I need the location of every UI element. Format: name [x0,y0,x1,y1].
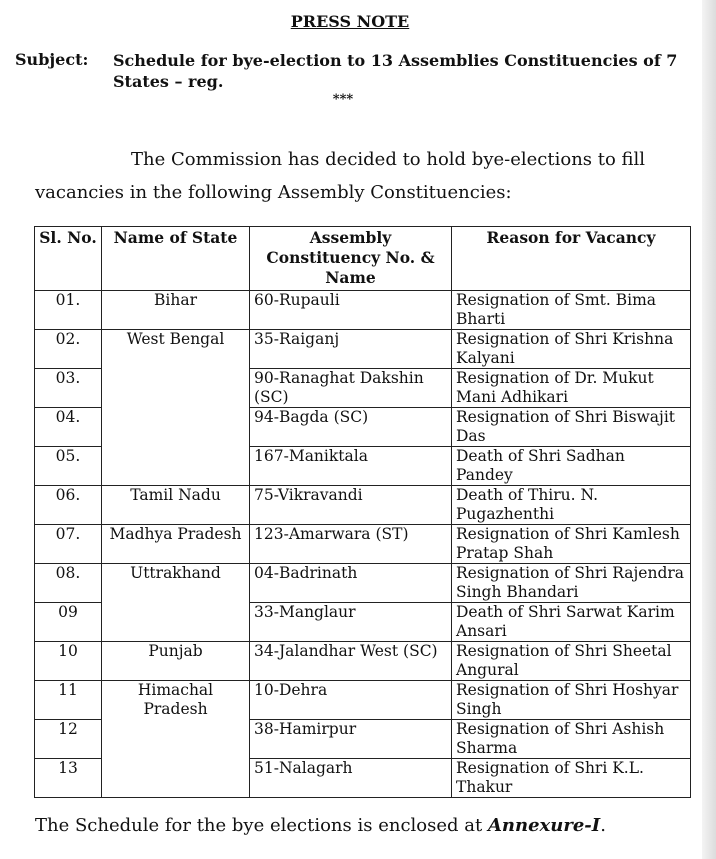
cell-sl: 10 [35,642,102,681]
subject-label: Subject: [15,50,89,69]
cell-reason: Resignation of Shri Kamlesh Pratap Shah [452,525,691,564]
cell-state: Punjab [102,642,250,681]
cell-sl: 13 [35,759,102,798]
table-row [35,291,691,330]
cell-sl: 09 [35,603,102,642]
page-edge-shadow [702,0,716,859]
table-row [35,681,691,720]
cell-state: Himachal Pradesh [102,681,250,798]
cell-reason: Resignation of Shri Sheetal Angural [452,642,691,681]
cell-constituency: 90-Ranaghat Dakshin (SC) [250,369,452,408]
footer-text: The Schedule for the bye elections is enclosed at [35,815,488,836]
cell-sl: 03. [35,369,102,408]
cell-reason: Death of Shri Sadhan Pandey [452,447,691,486]
cell-constituency: 51-Nalagarh [250,759,452,798]
cell-sl: 08. [35,564,102,603]
header-state: Name of State [102,227,250,291]
cell-constituency: 38-Hamirpur [250,720,452,759]
table-row [35,330,691,369]
table-row [35,486,691,525]
cell-sl: 06. [35,486,102,525]
cell-sl: 12 [35,720,102,759]
cell-state: Bihar [102,291,250,330]
footer-end: . [600,815,606,836]
footer-paragraph [35,815,685,836]
table-row [35,564,691,603]
annexure-reference: Annexure-I [487,815,601,836]
cell-reason: Resignation of Shri Biswajit Das [452,408,691,447]
header-reason: Reason for Vacancy [452,227,691,291]
cell-reason: Resignation of Shri Hoshyar Singh [452,681,691,720]
table-row [35,642,691,681]
cell-state: Madhya Pradesh [102,525,250,564]
cell-reason: Death of Shri Sarwat Karim Ansari [452,603,691,642]
cell-constituency: 167-Maniktala [250,447,452,486]
cell-sl: 07. [35,525,102,564]
header-sl-no: Sl. No. [35,227,102,291]
cell-reason: Resignation of Shri K.L. Thakur [452,759,691,798]
cell-constituency: 123-Amarwara (ST) [250,525,452,564]
intro-paragraph [35,143,675,209]
cell-sl: 05. [35,447,102,486]
cell-sl: 02. [35,330,102,369]
cell-constituency: 04-Badrinath [250,564,452,603]
cell-state: West Bengal [102,330,250,486]
cell-sl: 01. [35,291,102,330]
cell-sl: 04. [35,408,102,447]
cell-reason: Resignation of Smt. Bima Bharti [452,291,691,330]
cell-constituency: 10-Dehra [250,681,452,720]
cell-constituency: 33-Manglaur [250,603,452,642]
schedule-table [34,226,691,798]
table-header-row [35,227,691,291]
cell-state: Uttrakhand [102,564,250,642]
cell-constituency: 35-Raiganj [250,330,452,369]
cell-reason: Resignation of Dr. Mukut Mani Adhikari [452,369,691,408]
cell-reason: Resignation of Shri Rajendra Singh Bhandari [452,564,691,603]
intro-text: The Commission has decided to hold bye-elections to fill vacancies in the following Assembly Constituencies: [35,149,646,203]
cell-constituency: 75-Vikravandi [250,486,452,525]
cell-state: Tamil Nadu [102,486,250,525]
subject-text: Schedule for bye-election to 13 Assemblies Constituencies of 7 States – reg. [113,51,678,91]
cell-reason: Death of Thiru. N. Pugazhenthi [452,486,691,525]
cell-constituency: 60-Rupauli [250,291,452,330]
table-row [35,525,691,564]
cell-constituency: 94-Bagda (SC) [250,408,452,447]
cell-sl: 11 [35,681,102,720]
section-separator: *** [332,92,354,107]
page-title: PRESS NOTE [290,12,410,31]
cell-constituency: 34-Jalandhar West (SC) [250,642,452,681]
cell-reason: Resignation of Shri Krishna Kalyani [452,330,691,369]
header-constituency: Assembly Constituency No. & Name [250,227,452,291]
cell-reason: Resignation of Shri Ashish Sharma [452,720,691,759]
